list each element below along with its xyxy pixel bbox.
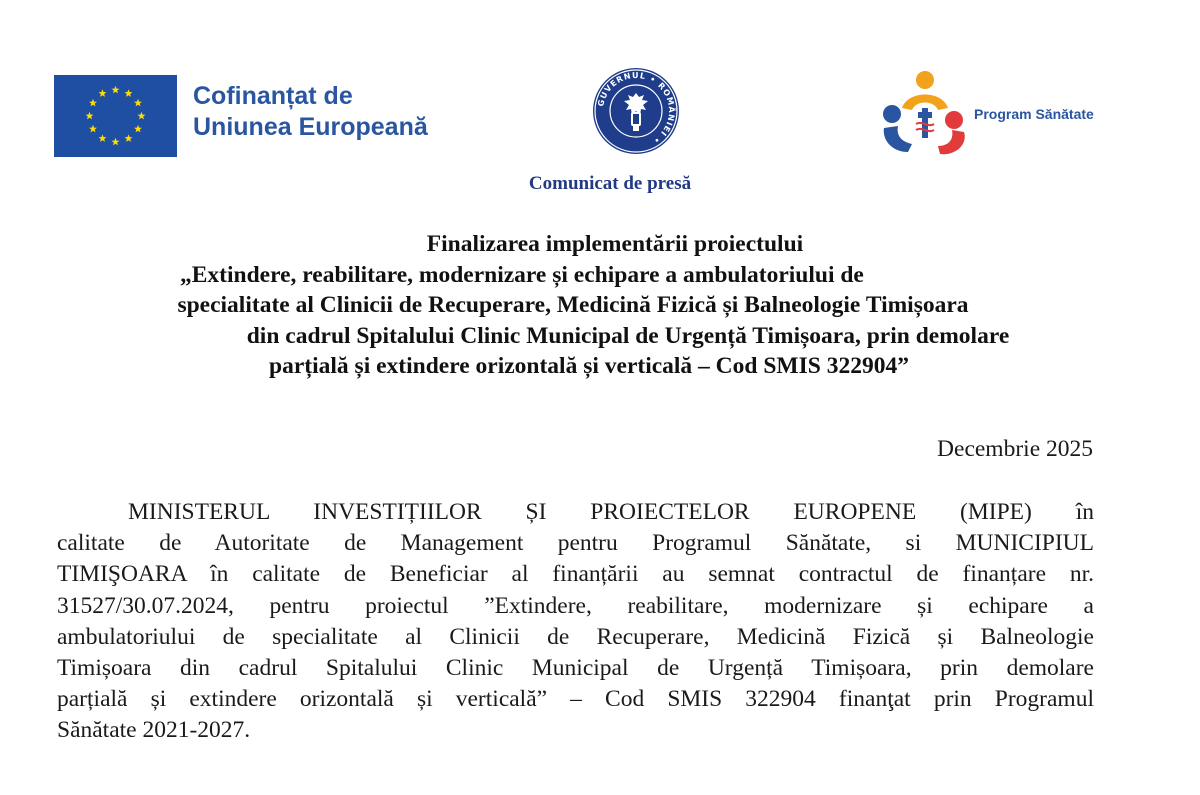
document-title [60, 229, 1160, 382]
body-line: parțială și extindere orizontală și verticală” – Cod SMIS 322904 finanţat prin Programul [57, 686, 1094, 713]
eu-logo-line-2: Uniunea Europeană [193, 113, 428, 141]
eu-flag-icon [54, 75, 177, 157]
body-line: 31527/30.07.2024, pentru proiectul ”Extindere, reabilitare, modernizare și echipare a [57, 592, 1094, 619]
body-paragraph [57, 497, 1094, 747]
program-sanatate-logo [878, 68, 1138, 158]
eu-star-icon [99, 134, 107, 142]
eu-logo-line-1: Cofinanțat de [193, 82, 353, 110]
eu-star-icon [86, 112, 94, 120]
eu-star-icon [125, 134, 133, 142]
program-sanatate-label: Program Sănătate [974, 106, 1094, 122]
body-line: TIMIŞOARA în calitate de Beneficiar al finanțării au semnat contractul de finanțare nr. [57, 561, 1094, 588]
body-line: Timișoara din cadrul Spitalului Clinic Municipal de Urgență Timișoara, prin demolare [57, 655, 1094, 682]
eu-star-icon [89, 99, 97, 107]
eu-star-icon [138, 112, 146, 120]
body-line: ambulatoriului de specialitate al Clinicii de Recuperare, Medicină Fizică și Balneologie [57, 623, 1094, 650]
title-line: Finalizarea implementării proiectului [426, 231, 804, 257]
body-line: calitate de Autoritate de Management pentru Programul Sănătate, si MUNICIPIUL [57, 530, 1094, 557]
press-release-label: Comunicat de presă [528, 173, 692, 194]
eu-star-icon [134, 99, 142, 107]
title-line: parțială și extindere orizontală și verticală – Cod SMIS 322904” [269, 353, 909, 379]
svg-text:GUVERNUL • ROMÂNIEI •: GUVERNUL • ROMÂNIEI • [596, 70, 677, 146]
eu-star-icon [134, 125, 142, 133]
title-line: specialitate al Clinicii de Recuperare, Medicină Fizică și Balneologie Timișoara [177, 292, 969, 318]
eu-star-icon [89, 125, 97, 133]
eu-star-icon [125, 89, 133, 97]
title-line: din cadrul Spitalului Clinic Municipal de Urgență Timișoara, prin demolare [246, 322, 1010, 349]
document-date: Decembrie 2025 [937, 436, 1093, 462]
body-line: Sănătate 2021-2027. [57, 717, 251, 744]
romanian-government-seal-icon [591, 66, 681, 156]
body-line: MINISTERUL INVESTIȚIILOR ȘI PROIECTELOR EUROPENE (MIPE) în [128, 499, 1094, 525]
program-sanatate-people-icon [878, 68, 970, 158]
eu-star-icon [112, 86, 120, 94]
eu-star-icon [99, 89, 107, 97]
title-line: „Extindere, reabilitare, modernizare și echipare a ambulatoriului de [180, 261, 864, 288]
eu-star-icon [112, 138, 120, 146]
eu-cofinancing-logo [54, 75, 464, 157]
eu-logo-text [193, 81, 428, 143]
